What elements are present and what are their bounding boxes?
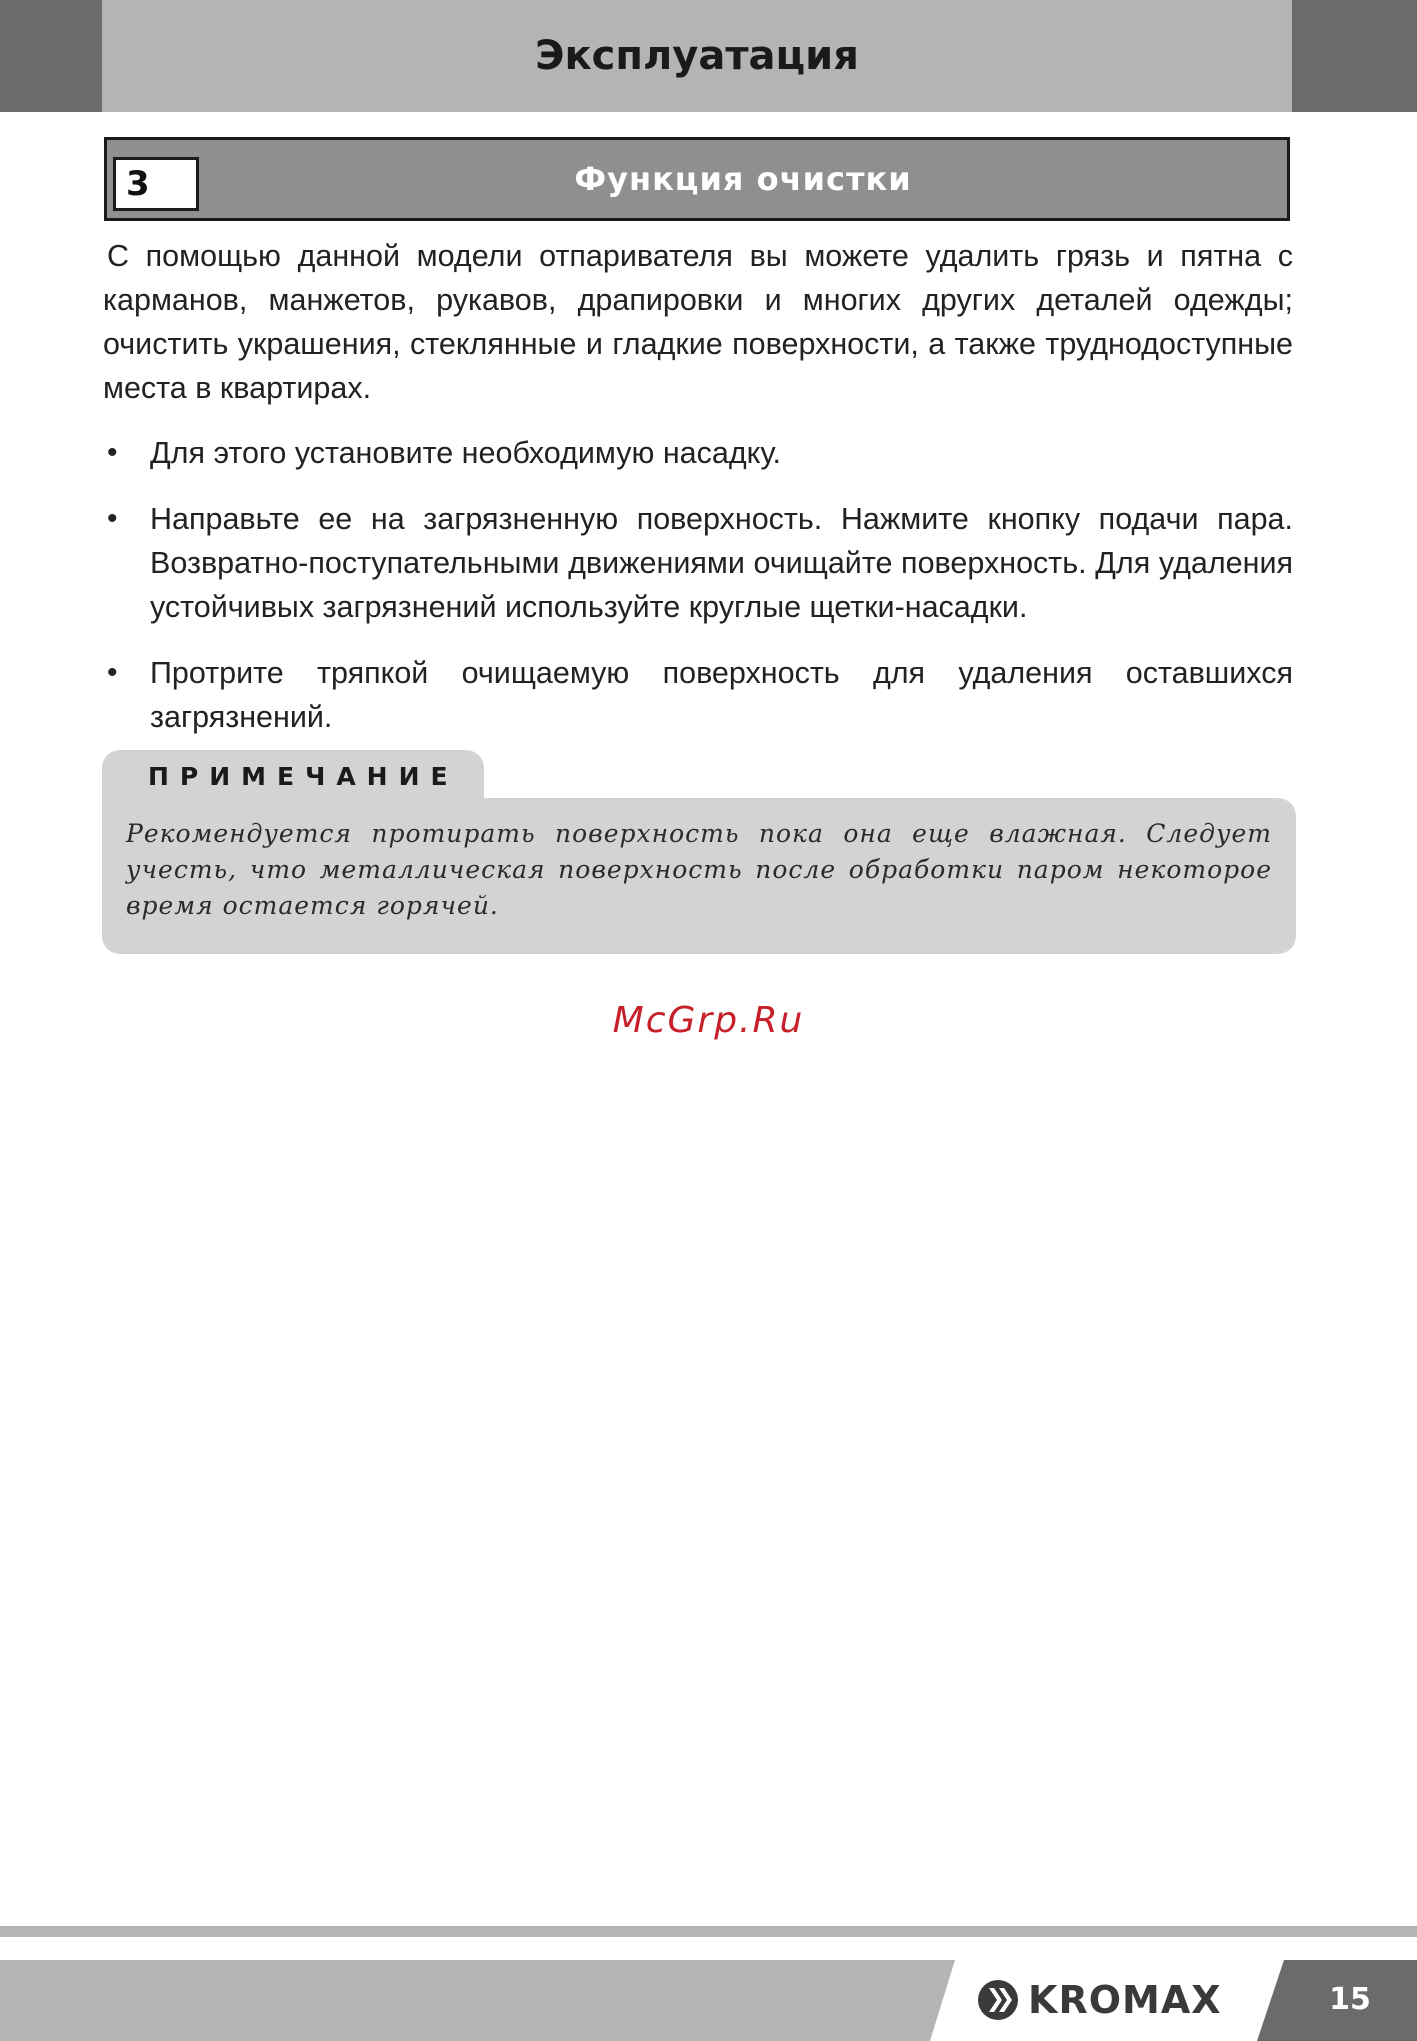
note-text: Рекомендуется протирать поверхность пока она еще влажная. Следует учесть, что металлическая поверхность после обработки паром некоторое время остается горячей. <box>126 819 1272 920</box>
bullet-icon: • <box>107 502 118 535</box>
list-item <box>103 431 1293 475</box>
kromax-logo-icon <box>976 1978 1020 2022</box>
footer-rule <box>0 1926 1417 1937</box>
header-band <box>102 0 1292 112</box>
section-number: 3 <box>113 157 199 211</box>
list-item-text: Протрите тряпкой очищаемую поверхность для удаления оставшихся загрязнений. <box>150 656 1293 734</box>
bullet-icon: • <box>107 656 118 689</box>
intro-paragraph: С помощью данной модели отпаривателя вы можете удалить грязь и пятна с карманов, манжетов, рукавов, драпировки и многих других деталей одежды; очистить украшения, стеклянные и гладкие поверхности, а также труднодоступные места в квартирах. <box>103 239 1293 405</box>
main-content <box>103 234 1293 761</box>
list-item <box>103 497 1293 629</box>
page-title: Эксплуатация <box>535 33 859 79</box>
section-heading-bar <box>104 137 1290 221</box>
bullet-icon: • <box>107 436 118 469</box>
page-number: 15 <box>1329 1982 1371 2017</box>
list-item-text: Для этого установите необходимую насадку. <box>150 436 782 470</box>
header-left-block <box>0 0 102 112</box>
watermark-text: McGrp.Ru <box>612 1000 805 1041</box>
list-item-text: Направьте ее на загрязненную поверхность. Нажмите кнопку подачи пара. Возвратно-поступательными движениями очищайте поверхность. Для удаления устойчивых загрязнений используйте круглые щетки-насадки. <box>150 502 1293 624</box>
brand-name: KROMAX <box>1028 1978 1222 2022</box>
note-box <box>102 798 1296 954</box>
instruction-list <box>103 431 1293 739</box>
header-right-block <box>1292 0 1417 112</box>
note-label: ПРИМЕЧАНИЕ <box>148 762 459 791</box>
brand-logo <box>976 1978 1222 2022</box>
section-title: Функция очистки <box>574 160 912 198</box>
list-item <box>103 651 1293 739</box>
